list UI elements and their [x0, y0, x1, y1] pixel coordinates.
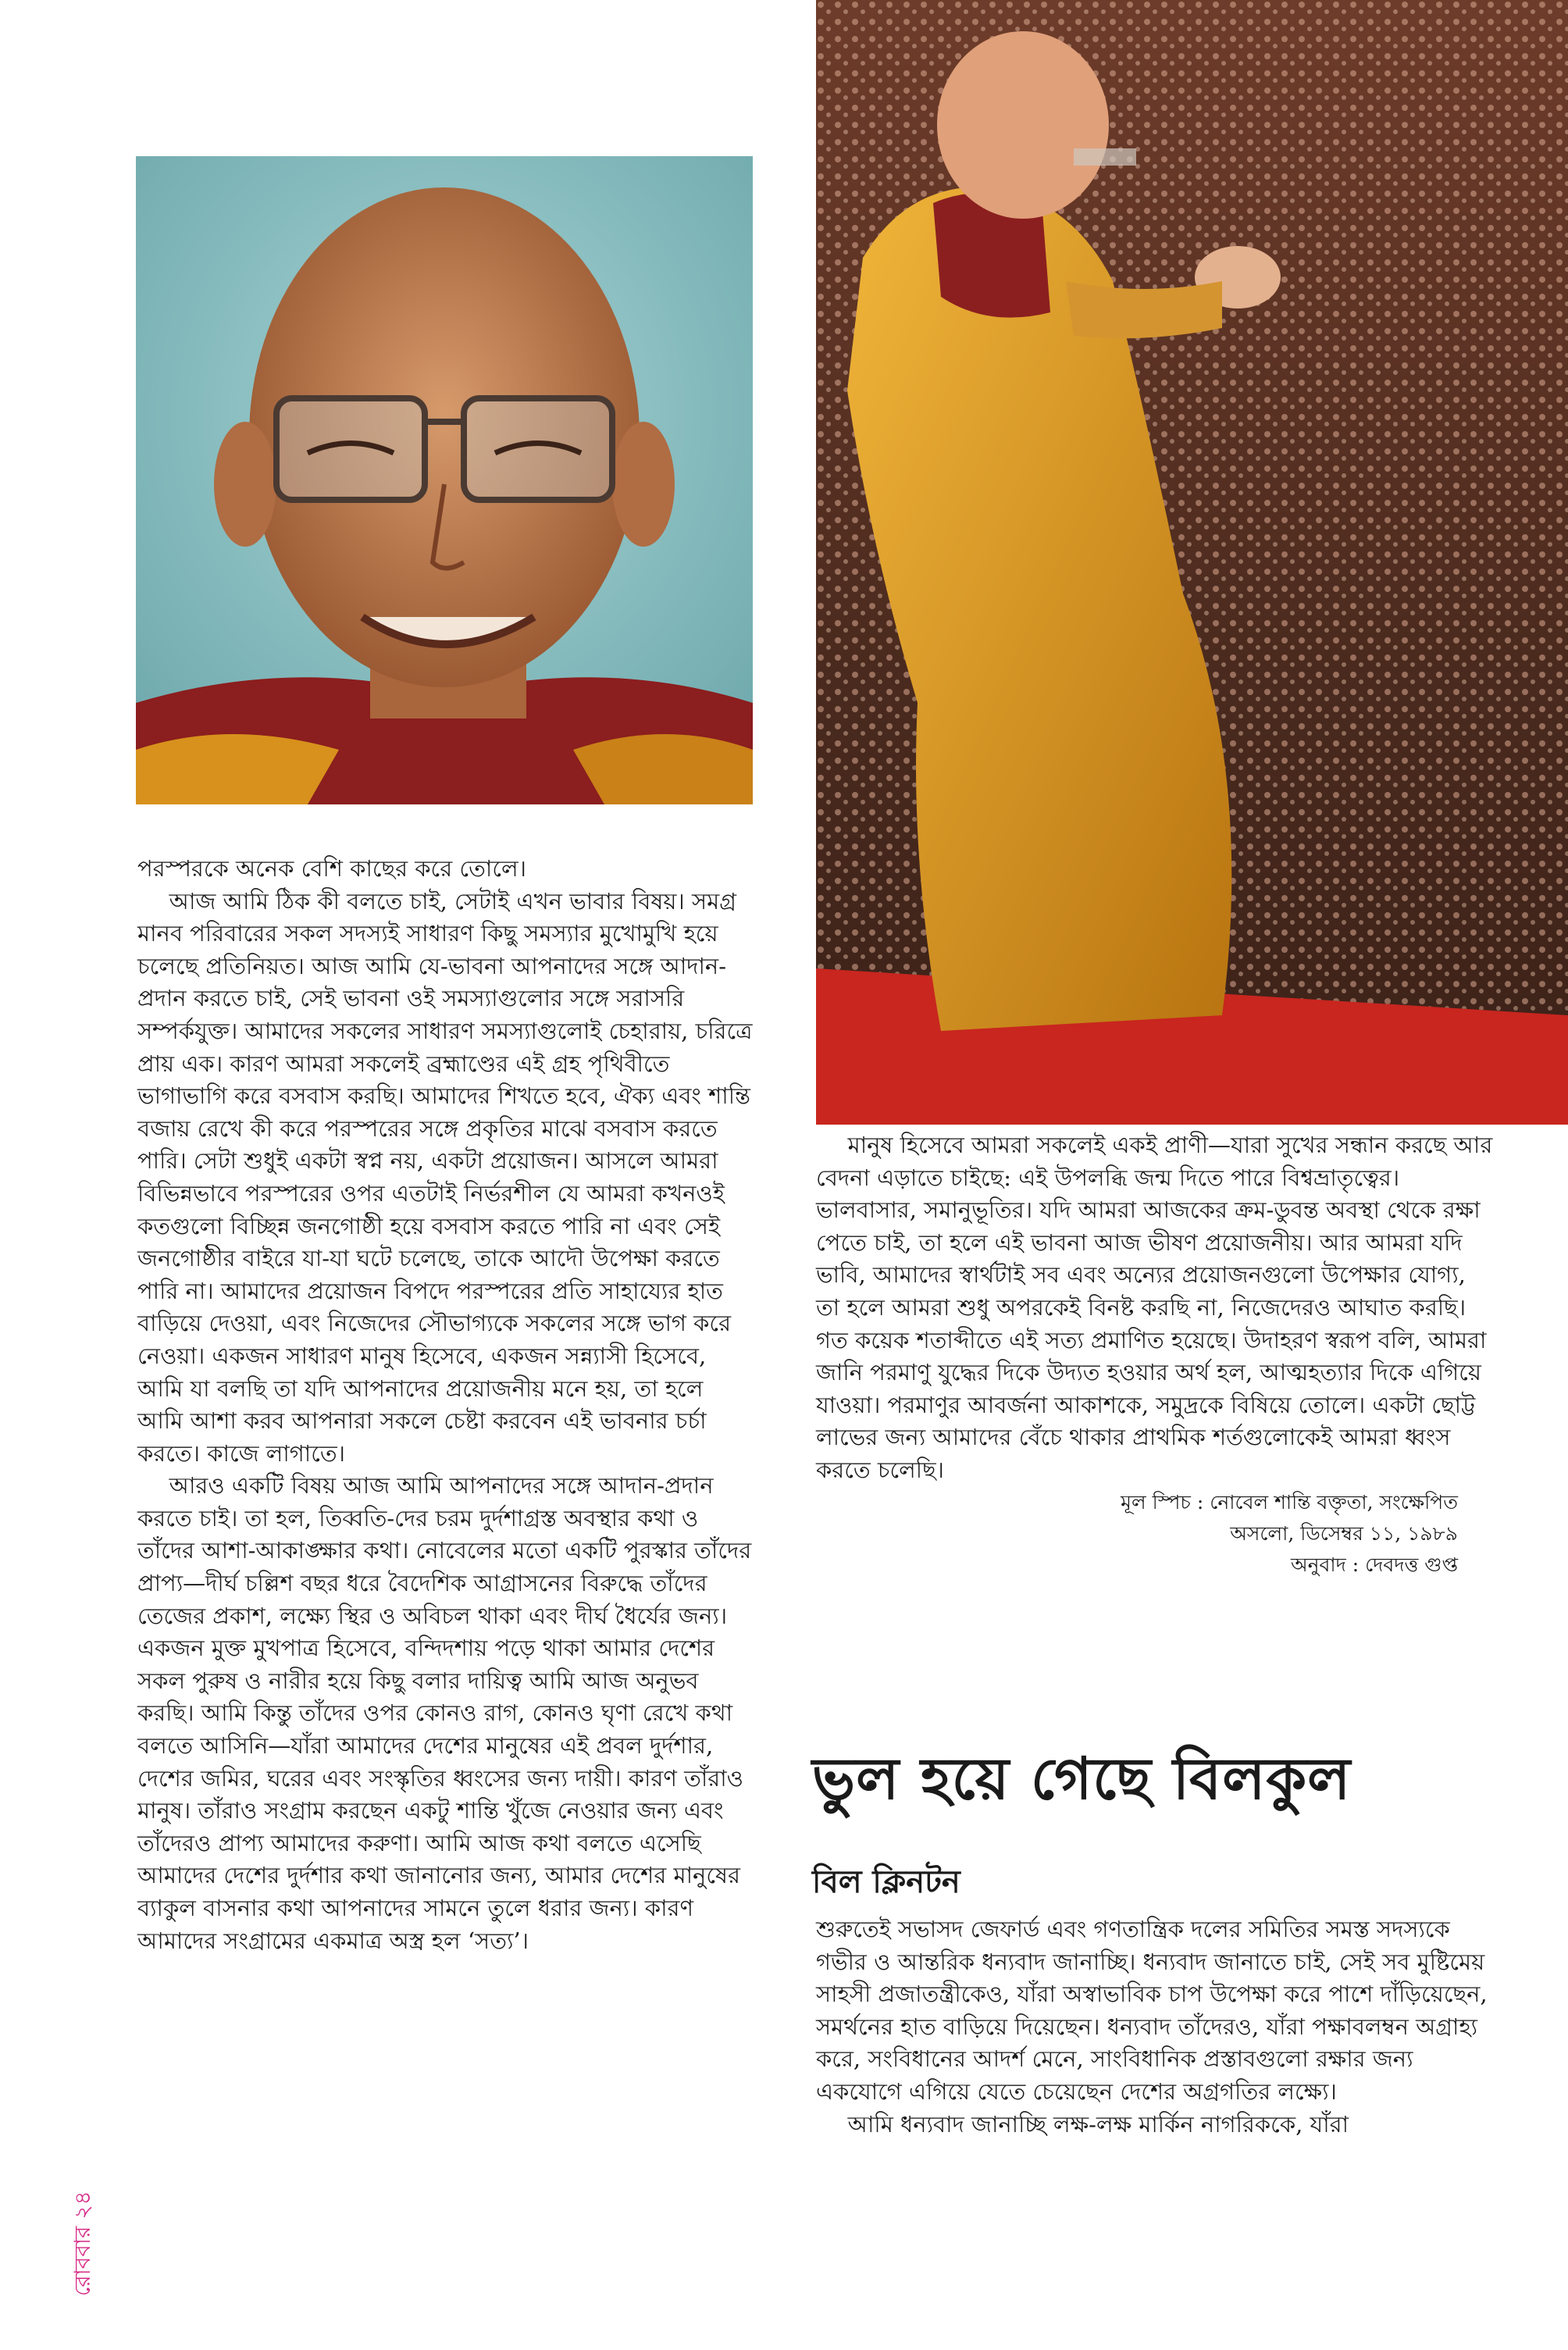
- left-paragraph-1: পরস্পরকে অনেক বেশি কাছের করে তোলে।: [137, 855, 526, 882]
- credit-source: মূল স্পিচ : নোবেল শান্তি বক্তৃতা, সংক্ষেপিত: [1121, 1490, 1458, 1514]
- left-paragraph-2: আজ আমি ঠিক কী বলতে চাই, সেটাই এখন ভাবার বিষয়। সমগ্র মানব পরিবারের সকল সদস্যই সাধারণ কিছু সমস্যার মুখোমুখি হয়ে চলেছে প্রতিনিয়ত। আজ আমি যে-ভাবনা আপনাদের সঙ্গে আদান-প্রদান করতে চাই, সেই ভাবনা ওই সমস্যাগুলোর সঙ্গে সরাসরি সম্পর্কযুক্ত। আমাদের সকলের সাধারণ সমস্যাগুলোই চেহারায়, চরিত্রে প্রায় এক। কারণ আমরা সকলেই ব্রহ্মাণ্ডের এই গ্রহ পৃথিবীতে ভাগাভাগি করে বসবাস করছি। আমাদের শিখতে হবে, ঐক্য এবং শান্তি বজায় রেখে কী করে পরস্পরের সঙ্গে প্রকৃতির মাঝে বসবাস করতে পারি। সেটা শুধুই একটা স্বপ্ন নয়, একটা প্রয়োজন। আসলে আমরা বিভিন্নভাবে পরস্পরের ওপর এতটাই নির্ভরশীল যে আমরা কখনওই কতগুলো বিচ্ছিন্ন জনগোষ্ঠী হয়ে বসবাস করতে পারি না এবং সেই জনগোষ্ঠীর বাইরে যা-যা ঘটে চলেছে, তাকে আদৌ উপেক্ষা করতে পারি না। আমাদের প্রয়োজন বিপদে পরস্পরের প্রতি সাহায্যের হাত বাড়িয়ে দেওয়া, এবং নিজেদের সৌভাগ্যকে সকলের সঙ্গে ভাগ করে নেওয়া। একজন সাধারণ মানুষ হিসেবে, একজন সন্ন্যাসী হিসেবে, আমি যা বলছি তা যদি আপনাদের প্রয়োজনীয় মনে হয়, তা হলে আমি আশা করব আপনারা সকলে চেষ্টা করবেন এই ভাবনার চর্চা করতে। কাজে লাগাতে।: [137, 887, 753, 1467]
- left-column: [137, 853, 754, 1957]
- right-column-bottom: [816, 1913, 1495, 2141]
- left-paragraph-3: আরও একটি বিষয় আজ আমি আপনাদের সঙ্গে আদান-প্রদান করতে চাই। তা হল, তিব্বতি-দের চরম দুর্দশাগ্রস্ত অবস্থার কথা ও তাঁদের আশা-আকাঙ্ক্ষার কথা। নোবেলের মতো একটি পুরস্কার তাঁদের প্রাপ্য—দীর্ঘ চল্লিশ বছর ধরে বৈদেশিক আগ্রাসনের বিরুদ্ধে তাঁদের তেজের প্রকাশ, লক্ষ্যে স্থির ও অবিচল থাকা এবং দীর্ঘ ধৈর্যের জন্য। একজন মুক্ত মুখপাত্র হিসেবে, বন্দিদশায় পড়ে থাকা আমার দেশের সকল পুরুষ ও নারীর হয়ে কিছু বলার দায়িত্ব আমি আজ অনুভব করছি। আমি কিন্তু তাঁদের ওপর কোনও রাগ, কোনও ঘৃণা রেখে কথা বলতে আসিনি—যাঁরা আমাদের দেশের মানুষের এই প্রবল দুর্দশার, দেশের জমির, ঘরের এবং সংস্কৃতির ধ্বংসের জন্য দায়ী। কারণ তাঁরাও মানুষ। তাঁরাও সংগ্রাম করছেন একটু শান্তি খুঁজে নেওয়ার জন্য এবং তাঁদেরও প্রাপ্য আমাদের করুণা। আমি আজ কথা বলতে এসেছি আমাদের দেশের দুর্দশার কথা জানানোর জন্য, আমার দেশের মানুষের ব্যাকুল বাসনার কথা আপনাদের সামনে তুলে ধরার জন্য। কারণ আমাদের সংগ্রামের একমাত্র অস্ত্র হল ‘সত্য’।: [137, 1472, 752, 1954]
- portrait-photo: [136, 156, 753, 804]
- credit-place-date: অসলো, ডিসেম্বর ১১, ১৯৮৯: [1230, 1521, 1458, 1545]
- page-marker-label: রোববার ২৪: [69, 2191, 95, 2296]
- article-byline: বিল ক্লিনটন: [812, 1863, 960, 1900]
- article-headline: ভুল হয়ে গেছে বিলকুল: [812, 1746, 1352, 1813]
- right-column-top: [816, 1129, 1495, 1581]
- credit-translator: অনুবাদ : দেবদত্ত গুপ্ত: [1290, 1553, 1458, 1576]
- right-paragraph-1: মানুষ হিসেবে আমরা সকলেই একই প্রাণী—যারা সুখের সন্ধান করছে আর বেদনা এড়াতে চাইছে: এই উপলব্ধি জন্ম দিতে পারে বিশ্বভ্রাতৃত্বের। ভালবাসার, সমানুভূতির। যদি আমরা আজকের ক্রম-ডুবন্ত অবস্থা থেকে রক্ষা পেতে চাই, তা হলে এই ভাবনা আজ ভীষণ প্রয়োজনীয়। আর আমরা যদি ভাবি, আমাদের স্বার্থটাই সব এবং অন্যের প্রয়োজনগুলো উপেক্ষার যোগ্য, তা হলে আমরা শুধু অপরকেই বিনষ্ট করছি না, নিজেদেরও আঘাত করছি। গত কয়েক শতাব্দীতে এই সত্য প্রমাণিত হয়েছে। উদাহরণ স্বরূপ বলি, আমরা জানি পরমাণু যুদ্ধের দিকে উদ্যত হওয়ার অর্থ হল, আত্মহত্যার দিকে এগিয়ে যাওয়া। পরমাণুর আবর্জনা আকাশকে, সমুদ্রকে বিষিয়ে তোলে। একটা ছোট্ট লাভের জন্য আমাদের বেঁচে থাকার প্রাথমিক শর্তগুলোকেই আমরা ধ্বংস করতে চলেছি।: [816, 1132, 1493, 1483]
- right-paragraph-3: আমি ধন্যবাদ জানাচ্ছি লক্ষ-লক্ষ মার্কিন নাগরিককে, যাঁরা: [847, 2110, 1349, 2138]
- stage-photo: [816, 0, 1568, 1125]
- right-paragraph-2: শুরুতেই সভাসদ জেফার্ড এবং গণতান্ত্রিক দলের সমিতির সমস্ত সদস্যকে গভীর ও আন্তরিক ধন্যবাদ জানাচ্ছি। ধন্যবাদ জানাতে চাই, সেই সব মুষ্টিমেয় সাহসী প্রজাতন্ত্রীকেও, যাঁরা অস্বাভাবিক চাপ উপেক্ষা করে পাশে দাঁড়িয়েছেন, সমর্থনের হাত বাড়িয়ে দিয়েছেন। ধন্যবাদ তাঁদেরও, যাঁরা পক্ষাবলম্বন অগ্রাহ্য করে, সংবিধানের আদর্শ মেনে, সাংবিধানিক প্রস্তাবগুলো রক্ষার জন্য একযোগে এগিয়ে যেতে চেয়েছেন দেশের অগ্রগতির লক্ষ্যে।: [816, 1916, 1488, 2105]
- page-marker: [42, 2062, 95, 2296]
